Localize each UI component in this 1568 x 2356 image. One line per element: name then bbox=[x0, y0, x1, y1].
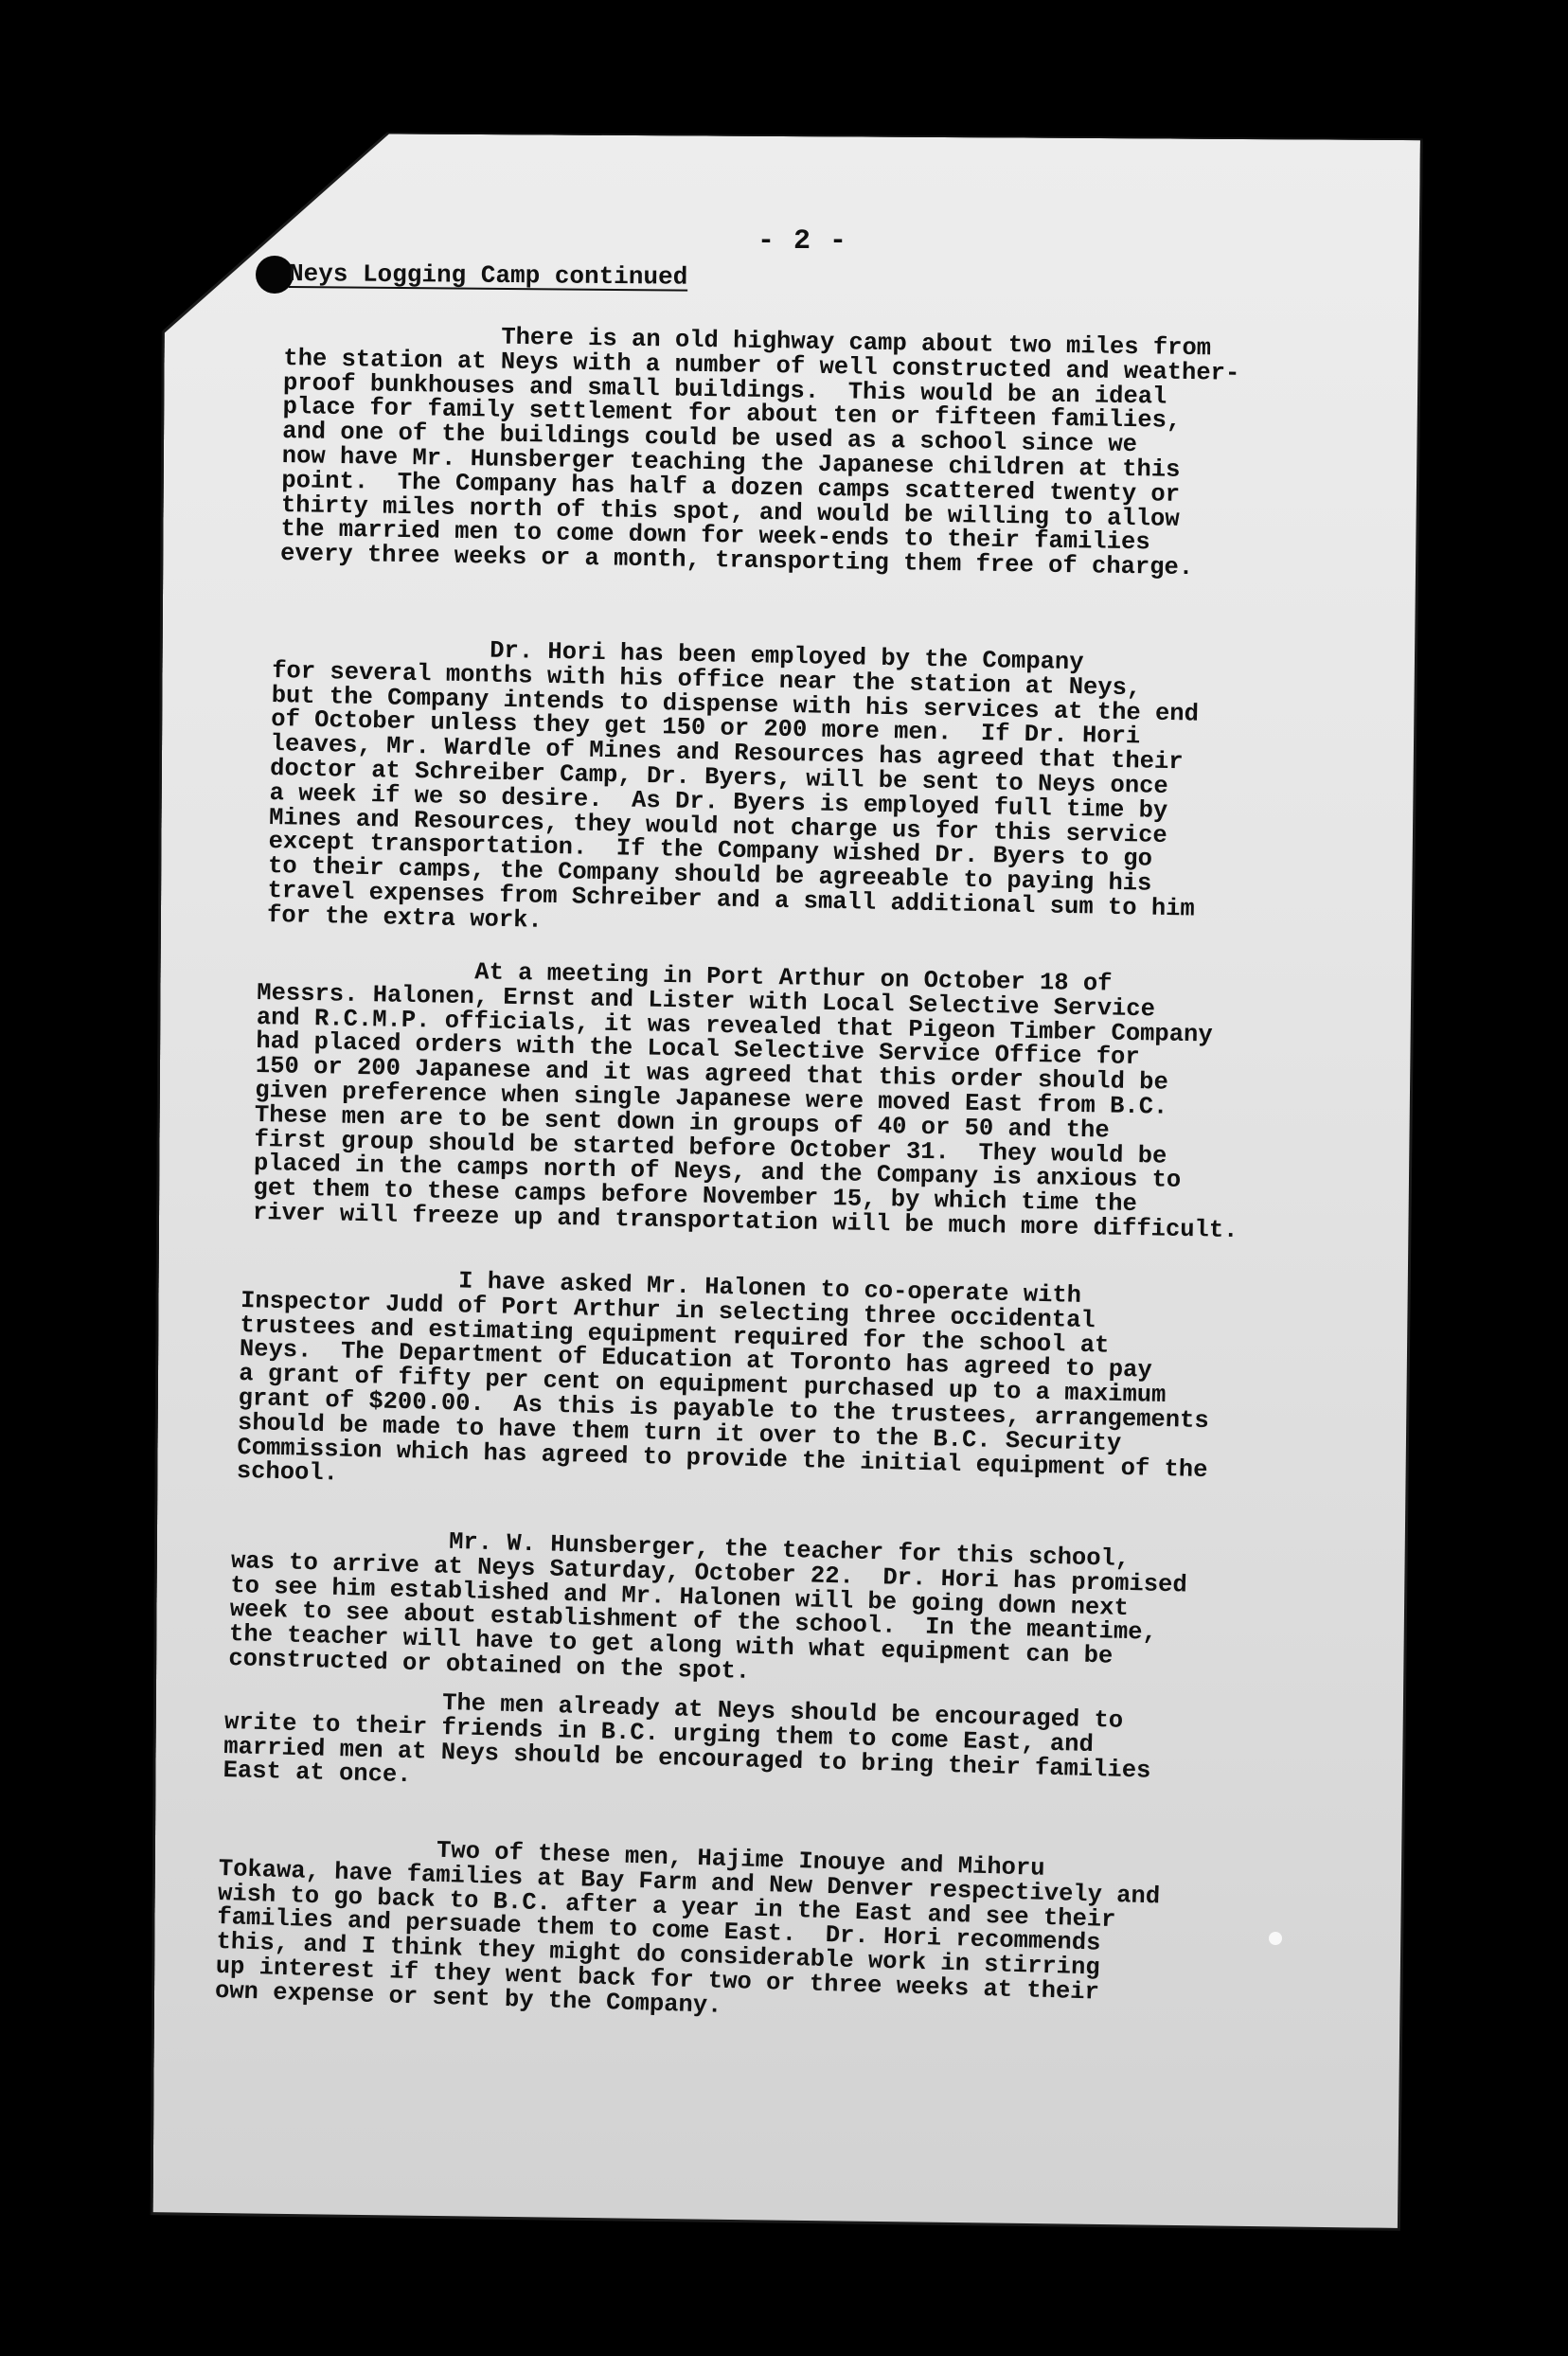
paragraph-school-trustees: I have asked Mr. Halonen to co-operate with Inspector Judd of Port Arthur in selecting three occidental trustees and estimating equipment required for the school at Neys. The Department of Education at Toronto has agreed to pay a grant of fifty per cent on equipment purchased up to a maximum grant of $200.00. As this is payable to the trustees, arrangements should be made to have them turn it over to the B.C. Security Commission which has agreed to provide the initial equipment of the school. bbox=[236, 1262, 1210, 1488]
paragraph-teacher-arrival: Mr. W. Hunsberger, the teacher for this school, was to arrive at Neys Saturday, October 22. Dr. Hori has promised to see him established and Mr. Halonen will be going down next week to see about establishment of the school. In the meantime, the teacher will have to get along with what equipment can be constructed or obtained on the spot. bbox=[228, 1523, 1188, 1686]
paragraph-two-men-return: Two of these men, Hajime Inouye and Mihoru Tokawa, have families at Bay Farm and New Denver respectively and wish to go back to B.C. after a year in the East and see their families and persuade them to come East. Dr. Hori recommends this, and I think they might do considerable work in stirring up interest if they went back for two or three weeks at their own expense or sent by the Company. bbox=[214, 1830, 1161, 2020]
paragraph-encourage-men: The men already at Neys should be encouraged to write to their friends in B.C. urging them to come East, and married men at Neys should be encouraged to bring their families East at once. bbox=[223, 1684, 1151, 1790]
paragraph-highway-camp: There is an old highway camp about two miles from the station at Neys with a number of well constructed and weather- proof bunkhouses and small buildings. This would be an ideal place for family settlement for about ten or fifteen families, and one of the buildings could be used as a school since we now have Mr. Hunsberger teaching the Japanese children at this point. The Company has half a dozen camps scattered twenty or thirty miles north of this spot, and would be willing to allow the married men to come down for week-ends to their families every three weeks or a month, transporting them free of charge. bbox=[279, 320, 1240, 582]
paper-blemish bbox=[1269, 1932, 1282, 1945]
paragraph-dr-hori: Dr. Hori has been employed by the Company for several months with his office near the station at Neys, but the Company intends to dispense with his services at the end of October unless they get 150 or 200 more men. If Dr. Hori leaves, Mr. Wardle of Mines and Resources has agreed that their doctor at Schreiber Camp, Dr. Byers, will be sent to Neys once a week if we so desire. As Dr. Byers is employed full time by Mines and Resources, they would not charge us for this service except transportation. If the Company wished Dr. Byers to go to their camps, the Company should be agreeable to paying his travel expenses from Schreiber and a small additional sum to him for the extra work. bbox=[266, 633, 1200, 935]
paragraph-port-arthur-meeting: At a meeting in Port Arthur on October 18 of Messrs. Halonen, Ernst and Lister with Local Selective Service and R.C.M.P. officials, it was revealed that Pigeon Timber Company had placed orders with the Local Selective Service Office for 150 or 200 Japanese and it was agreed that this order should be given preference when single Japanese were moved East from B.C. These men are to be sent down in groups of 40 or 50 and the first group should be started before October 31. They would be placed in the camps north of Neys, and the Company is anxious to get them to these camps before November 15, by which time the river will freeze up and transportation will be much more difficult. bbox=[252, 955, 1238, 1244]
page-number: - 2 - bbox=[757, 225, 848, 258]
section-heading: Neys Logging Camp continued bbox=[288, 259, 688, 292]
